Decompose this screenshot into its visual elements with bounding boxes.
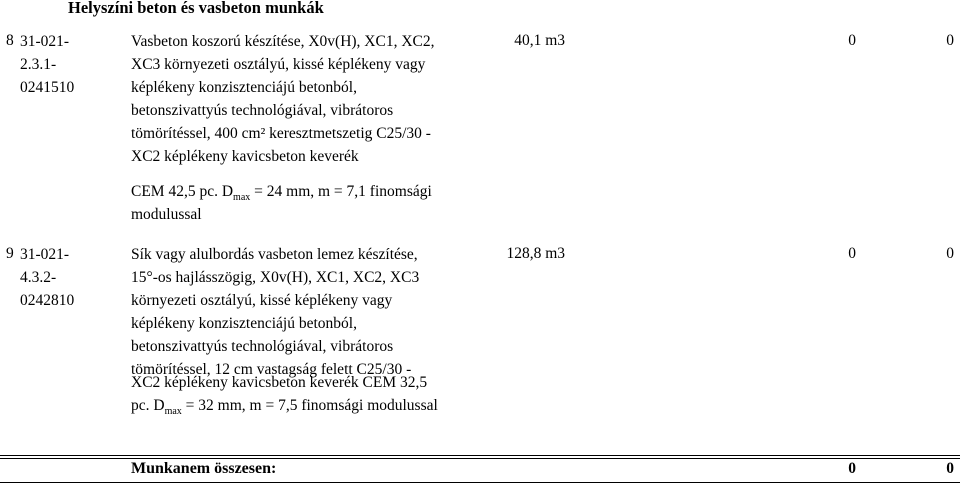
item-quantity: 128,8 m3 xyxy=(506,245,565,262)
item-col1-value: 0 xyxy=(848,245,856,262)
divider-bottom xyxy=(0,458,960,459)
divider-top xyxy=(0,455,960,456)
item-description-extra xyxy=(131,394,438,419)
item-description-extra xyxy=(131,180,432,205)
item-code: 31-021- 4.3.2- 0242810 xyxy=(20,246,75,309)
extra-text-pre: pc. D xyxy=(131,397,165,414)
subscript-max: max xyxy=(233,192,251,203)
item-number: 9 xyxy=(6,245,14,262)
extra-text-pre: CEM 42,5 pc. D xyxy=(131,183,234,200)
item-col1-value: 0 xyxy=(848,32,856,49)
item-quantity: 40,1 m3 xyxy=(514,32,565,49)
total-col2-value: 0 xyxy=(946,460,954,477)
item-description: Vasbeton koszorú készítése, X0v(H), XC1, XC2, XC3 környezeti osztályú, kissé képlékeny vagy képlékeny konzisztenciájú betonból, betonszivattyús technológiával, vibrátoros tömörítéssel, 400 cm² keresztmetszetig C25/30 - XC2 képlékeny kavicsbeton keverék xyxy=(131,33,435,165)
item-col2-value: 0 xyxy=(946,245,954,262)
item-description-extra-line1: XC2 képlékeny kavicsbeton keverék CEM 32,5 xyxy=(131,374,428,391)
item-description: Sík vagy alulbordás vasbeton lemez készítése, 15°-os hajlásszögig, X0v(H), XC1, XC2, XC3 környezeti osztályú, kissé képlékeny vagy képlékeny konzisztenciájú betonból, betonszivattyús technológiával, vibrátoros tömörítéssel, 12 cm vastagság felett C25/30 - xyxy=(131,246,420,378)
footer-underline xyxy=(0,482,960,483)
total-label: Munkanem összesen: xyxy=(131,460,277,477)
item-description-extra-line2: modulussal xyxy=(131,206,202,223)
item-col2-value: 0 xyxy=(946,32,954,49)
item-number: 8 xyxy=(6,32,14,49)
item-code: 31-021- 2.3.1- 0241510 xyxy=(20,33,75,96)
total-col1-value: 0 xyxy=(848,460,856,477)
section-title: Helyszíni beton és vasbeton munkák xyxy=(68,0,324,17)
extra-text-post: = 32 mm, m = 7,5 finomsági modulussal xyxy=(181,397,438,414)
extra-text-post: = 24 mm, m = 7,1 finomsági xyxy=(250,183,432,200)
subscript-max: max xyxy=(164,406,182,417)
